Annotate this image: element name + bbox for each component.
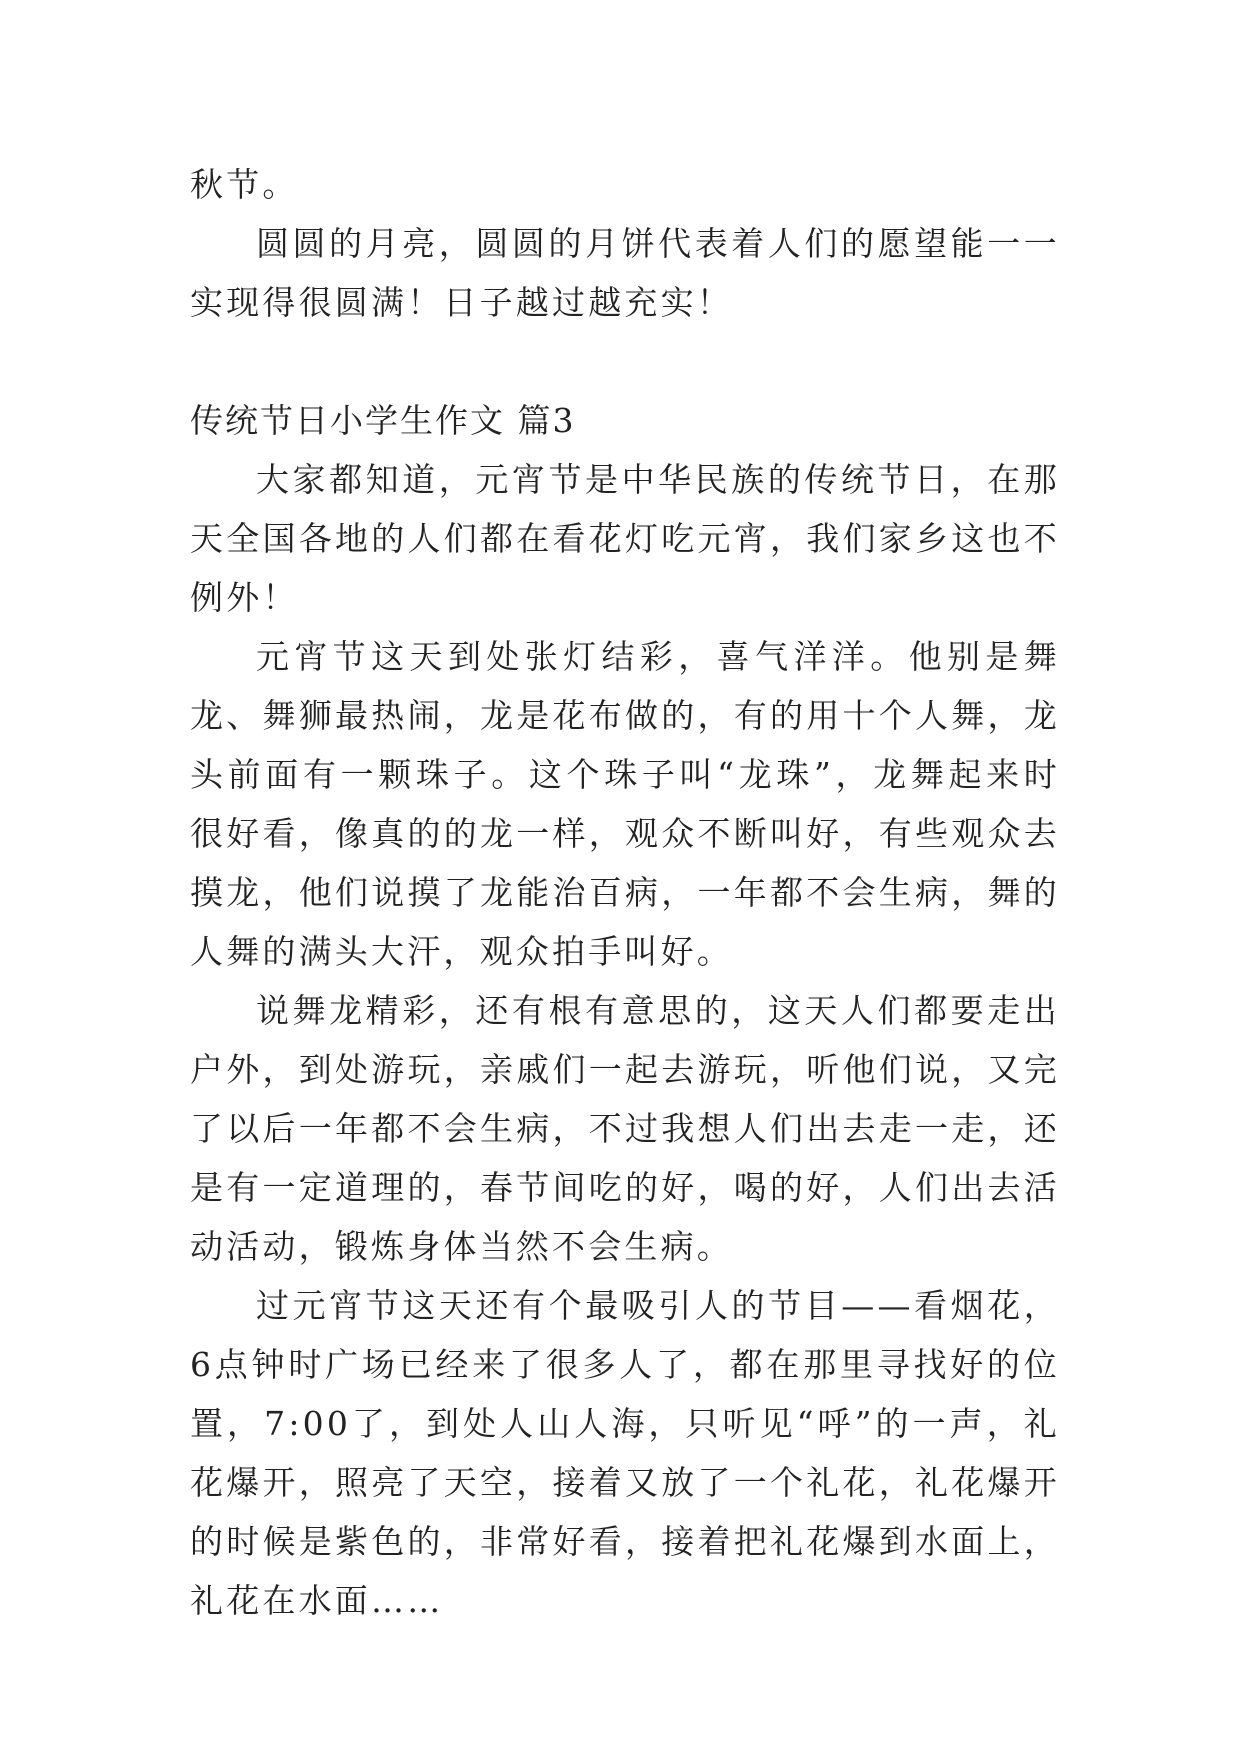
document-body [190, 155, 1060, 1630]
paragraph-3: 说舞龙精彩，还有根有意思的，这天人们都要走出户外，到处游玩，亲戚们一起去游玩，听他们说，又完了以后一年都不会生病，不过我想人们出去走一走，还是有一定道理的，春节间吃的好，喝的好，人们出去活动活动，锻炼身体当然不会生病。 [190, 991, 1060, 1266]
paragraph-4: 过元宵节这天还有个最吸引人的节目——看烟花，6点钟时广场已经来了很多人了，都在那里寻找好的位置，7:00了，到处人山人海，只听见“呼”的一声，礼花爆开，照亮了天空，接着又放了一个礼花，礼花爆开的时候是紫色的，非常好看，接着把礼花爆到水面上，礼花在水面…… [190, 1286, 1060, 1620]
section-title: 传统节日小学生作文 篇3 [190, 401, 576, 440]
continuation-text: 秋节。 [190, 165, 299, 204]
paragraph-2: 元宵节这天到处张灯结彩，喜气洋洋。他别是舞龙、舞狮最热闹，龙是花布做的，有的用十个人舞，龙头前面有一颗珠子。这个珠子叫“龙珠”，龙舞起来时很好看，像真的的龙一样，观众不断叫好，有些观众去摸龙，他们说摸了龙能治百病，一年都不会生病，舞的人舞的满头大汗，观众拍手叫好。 [190, 637, 1060, 971]
intro-paragraph: 圆圆的月亮，圆圆的月饼代表着人们的愿望能一一实现得很圆满！日子越过越充实！ [190, 224, 1060, 322]
paragraph-1: 大家都知道，元宵节是中华民族的传统节日，在那天全国各地的人们都在看花灯吃元宵，我们家乡这也不例外！ [190, 460, 1060, 617]
